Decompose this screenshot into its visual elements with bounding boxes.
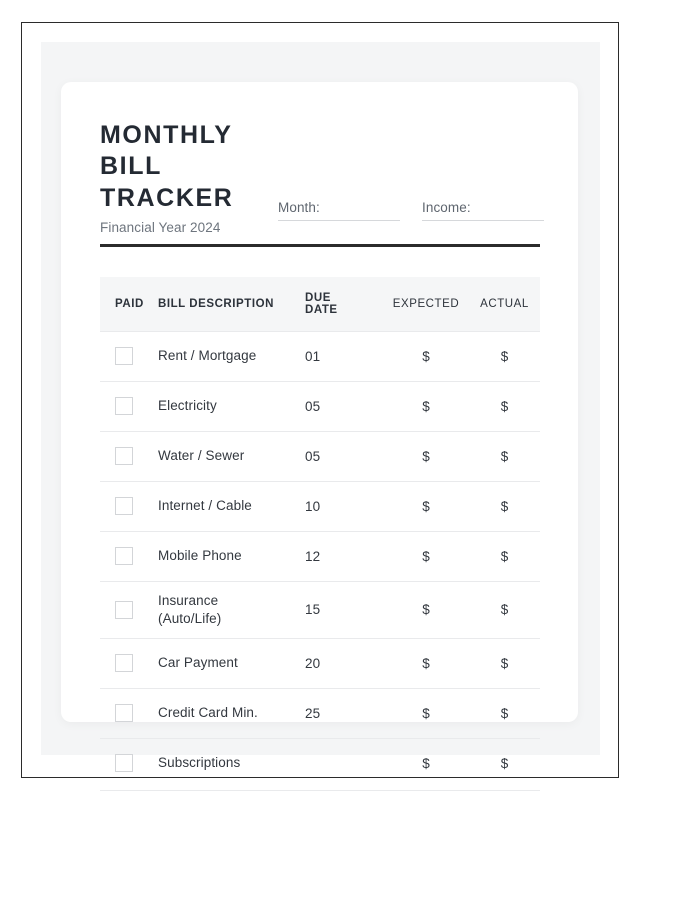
- cell-due-date: 01: [305, 331, 383, 381]
- cell-paid: [100, 431, 158, 481]
- due-date-line-1: DUE: [305, 291, 331, 304]
- cell-expected-amount[interactable]: $: [383, 738, 469, 788]
- cell-due-date: 12: [305, 531, 383, 581]
- header-divider: [100, 244, 540, 247]
- column-header-due-date: [305, 277, 383, 331]
- cell-paid: [100, 381, 158, 431]
- paid-checkbox[interactable]: [115, 447, 133, 465]
- cell-due-date: 15: [305, 581, 383, 638]
- cell-due-date: [305, 738, 383, 788]
- table-body: [100, 331, 540, 788]
- cell-expected-amount[interactable]: $: [383, 431, 469, 481]
- cell-expected-amount[interactable]: $: [383, 531, 469, 581]
- table-row: [100, 431, 540, 481]
- cell-expected-amount[interactable]: $: [383, 331, 469, 381]
- cell-actual-amount[interactable]: $: [469, 481, 540, 531]
- cell-actual-amount[interactable]: $: [469, 738, 540, 788]
- table-row: [100, 581, 540, 638]
- cell-paid: [100, 738, 158, 788]
- column-header-paid: PAID: [115, 297, 144, 310]
- paid-checkbox[interactable]: [115, 601, 133, 619]
- cell-bill-description: Electricity: [158, 381, 305, 431]
- cell-due-date: 25: [305, 688, 383, 738]
- cell-bill-description: Internet / Cable: [158, 481, 305, 531]
- cell-expected-amount[interactable]: $: [383, 581, 469, 638]
- cell-paid: [100, 331, 158, 381]
- cell-actual-amount[interactable]: $: [469, 531, 540, 581]
- cell-expected-amount[interactable]: $: [383, 688, 469, 738]
- column-header-description: BILL DESCRIPTION: [158, 297, 274, 310]
- paid-checkbox[interactable]: [115, 547, 133, 565]
- cell-actual-amount[interactable]: $: [469, 581, 540, 638]
- column-header-actual: ACTUAL: [480, 297, 529, 310]
- cell-bill-description: Insurance (Auto/Life): [158, 581, 305, 638]
- cell-bill-description: Mobile Phone: [158, 531, 305, 581]
- table-row: [100, 531, 540, 581]
- table-row: [100, 638, 540, 688]
- cell-paid: [100, 638, 158, 688]
- due-date-line-2: DATE: [305, 303, 338, 316]
- page-title: MONTHLY BILL TRACKER: [100, 121, 234, 212]
- cell-actual-amount[interactable]: $: [469, 381, 540, 431]
- cell-paid: [100, 688, 158, 738]
- document-subtitle: Financial Year 2024: [100, 219, 221, 235]
- cell-due-date: 10: [305, 481, 383, 531]
- cell-actual-amount[interactable]: $: [469, 638, 540, 688]
- cell-expected-amount[interactable]: $: [383, 481, 469, 531]
- cell-actual-amount[interactable]: $: [469, 688, 540, 738]
- month-field[interactable]: [278, 200, 400, 221]
- income-input-line[interactable]: [422, 220, 544, 221]
- paid-checkbox[interactable]: [115, 347, 133, 365]
- paid-checkbox[interactable]: [115, 654, 133, 672]
- cell-paid: [100, 481, 158, 531]
- paid-checkbox[interactable]: [115, 397, 133, 415]
- table-row: [100, 331, 540, 381]
- cell-bill-description: Water / Sewer: [158, 431, 305, 481]
- cell-due-date: 20: [305, 638, 383, 688]
- income-field[interactable]: [422, 200, 544, 221]
- bill-table: [100, 277, 540, 788]
- cell-expected-amount[interactable]: $: [383, 381, 469, 431]
- document-header: [61, 82, 578, 244]
- cell-actual-amount[interactable]: $: [469, 431, 540, 481]
- table-header-row: [100, 277, 540, 331]
- table-row: [100, 738, 540, 788]
- paid-checkbox[interactable]: [115, 754, 133, 772]
- cell-actual-amount[interactable]: $: [469, 331, 540, 381]
- table-row: [100, 688, 540, 738]
- month-input-line[interactable]: [278, 220, 400, 221]
- cell-paid: [100, 581, 158, 638]
- month-label: Month:: [278, 200, 320, 215]
- income-label: Income:: [422, 200, 471, 215]
- trailing-divider: [100, 790, 540, 791]
- cell-bill-description: Car Payment: [158, 638, 305, 688]
- table-header: [100, 277, 540, 331]
- cell-due-date: 05: [305, 431, 383, 481]
- document-content: [61, 82, 578, 771]
- table-row: [100, 381, 540, 431]
- cell-paid: [100, 531, 158, 581]
- cell-bill-description: Credit Card Min.: [158, 688, 305, 738]
- paid-checkbox[interactable]: [115, 497, 133, 515]
- column-header-expected: EXPECTED: [392, 297, 460, 310]
- cell-due-date: 05: [305, 381, 383, 431]
- table-row: [100, 481, 540, 531]
- fill-in-fields: [278, 200, 548, 221]
- cell-bill-description: Subscriptions: [158, 738, 305, 788]
- cell-expected-amount[interactable]: $: [383, 638, 469, 688]
- cell-bill-description: Rent / Mortgage: [158, 331, 305, 381]
- paid-checkbox[interactable]: [115, 704, 133, 722]
